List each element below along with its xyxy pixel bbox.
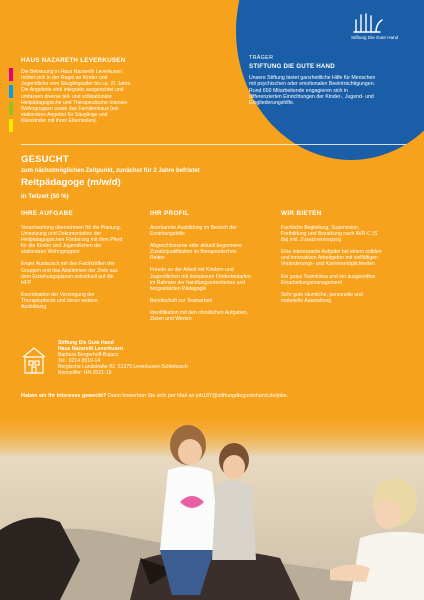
contact-address: Bergische Landstraße 82, 51375 Leverkusen-Schlebusch	[58, 364, 188, 371]
column-paragraph: Eine interessante Aufgabe bei einem soliden und innovativen Arbeitgeber mit vielfältigen Veränderungs- und Karrieremöglichkeiten	[281, 249, 382, 268]
column-paragraph: Enger Austausch mit den Fachkräften der Gruppen und das Abstimmen der Ziele aus dem Erziehungsplanen individuell auf die HFP	[21, 261, 118, 286]
trager-line: mit psychischen oder emotionalen Beeinträchtigungen.	[249, 81, 376, 88]
column-paragraph: Abgeschlossene oder aktuell begonnene Zusatzqualifikation im therapeutischen Reiten	[150, 243, 243, 262]
house-line: Die Angebote sind integrativ ausgerichtet und	[21, 87, 124, 94]
trager-title: STIFTUNG DIE GUTE HAND	[249, 63, 335, 70]
column-title: IHRE AUFGABE	[21, 210, 74, 217]
trager-block	[249, 55, 419, 106]
house-line: Jugendliche vom Säuglingsalter bis ca. 21 Jahre.	[21, 81, 132, 88]
logo-name: Stiftung Die Gute Hand	[351, 35, 399, 40]
house-line: stationäres Angebot für Säuglinge und	[21, 112, 108, 119]
contact-phone[interactable]: Tel.: 0214 8510-14	[58, 358, 101, 365]
apply-line	[21, 393, 411, 399]
column-bieten	[281, 210, 401, 310]
column-paragraph: Freude an der Arbeit mit Kindern und Jugendlichen mit komplexen Förderbedarfen im Rahmen der handlungsorientierten und tiergestützten Pädagogik	[150, 267, 251, 292]
column-profil	[150, 210, 270, 328]
yellow-stripe	[9, 119, 13, 132]
house-icon	[21, 345, 47, 375]
house-line: Kleinkinder mit ihren Elternteilen).	[21, 118, 98, 125]
house-line: Wohngruppen sowie das Familienhaus (ein	[21, 105, 119, 112]
column-title: IHR PROFIL	[150, 210, 190, 217]
hand-icon	[352, 12, 410, 34]
column-paragraph: Fachliche Begleitung, Supervision, Fortbildung und Bezahlung nach AVR-C (S 8a) inkl. Zusatzversorgung	[281, 225, 378, 244]
house-line: Die Betreuung in Haus Nazareth Leverkusen	[21, 69, 123, 75]
trager-description	[249, 75, 419, 106]
trager-kicker: TRÄGER	[249, 55, 274, 61]
job-hours: in Teilzeit (50 %)	[21, 193, 69, 200]
trager-line: Rund 650 Mitarbeitende engagieren sich in	[249, 87, 348, 94]
column-paragraph: Identifikation mit den christlichen Aufgaben, Zielen und Werten	[150, 309, 248, 323]
job-heading: GESUCHT	[21, 154, 69, 165]
magenta-stripe	[9, 68, 13, 81]
trager-line: Eingliederungshilfe.	[249, 100, 295, 107]
column-title: WIR BIETEN	[281, 210, 322, 217]
column-aufgabe	[21, 210, 141, 316]
trager-line: differenzierten Einrichtungen der Kinder-, Jugend- und	[249, 93, 374, 100]
column-paragraph: Koordination der Versorgung der Therapiepferde und deren weitere Ausbildung	[21, 291, 98, 311]
house-line: richtet sich in der Regel an Kinder und	[21, 75, 108, 82]
contact-block	[58, 340, 288, 377]
green-stripe	[9, 102, 13, 115]
column-paragraph: Verantwortung übernehmen für die Planung, Umsetzung und Dokumentation der Heilpädagogischen Förderung mit dem Pferd für die Kinder und Jugendlichen der stationären Wohngruppen	[21, 225, 123, 256]
trager-line: Unsere Stiftung bietet ganzheitliche Hilfe für Menschen	[249, 75, 376, 81]
column-paragraph: Bereitschaft zur Teamarbeit	[150, 297, 212, 304]
house-line: Heilpädagogische und Therapeutische Intensiv-	[21, 99, 129, 106]
job-subline: zum nächstmöglichen Zeitpunkt, zunächst für 2 Jahre befristet	[21, 168, 200, 174]
house-title: HAUS NAZARETH LEVERKUSEN	[21, 57, 126, 64]
column-paragraph: Ein gutes Teamklima und ein ausgereiftes Einarbeitungsmanagement	[281, 273, 376, 286]
contact-house: Haus Nazareth Leverkusen	[58, 346, 124, 353]
divider	[21, 144, 406, 145]
column-paragraph: Anerkannte Ausbildung im Bereich der Erziehungshilfe	[150, 225, 237, 238]
blue-stripe	[9, 85, 13, 98]
contact-code: Kennziffer: HN-2021-15	[58, 370, 112, 377]
riding-photo	[0, 410, 424, 600]
apply-mail[interactable]: Dann bewerben Sie sich per Mail an job187@stiftungdieguntehand.de/jobs.	[106, 393, 289, 399]
house-description	[21, 69, 156, 124]
job-role: Reitpädagoge (m/w/d)	[21, 177, 121, 188]
color-stripes	[9, 68, 13, 136]
contact-person: Barbara Bergerhoff-Bujacz	[58, 352, 119, 359]
apply-question: Haben wir Ihr Interesse geweckt?	[21, 393, 107, 399]
column-paragraph: Sehr gute räumliche, personelle und materielle Ausstattung	[281, 291, 363, 304]
house-line: umfassen diverse teil- und vollstationäre	[21, 93, 112, 100]
contact-org: Stiftung Die Gute Hand	[58, 340, 114, 346]
